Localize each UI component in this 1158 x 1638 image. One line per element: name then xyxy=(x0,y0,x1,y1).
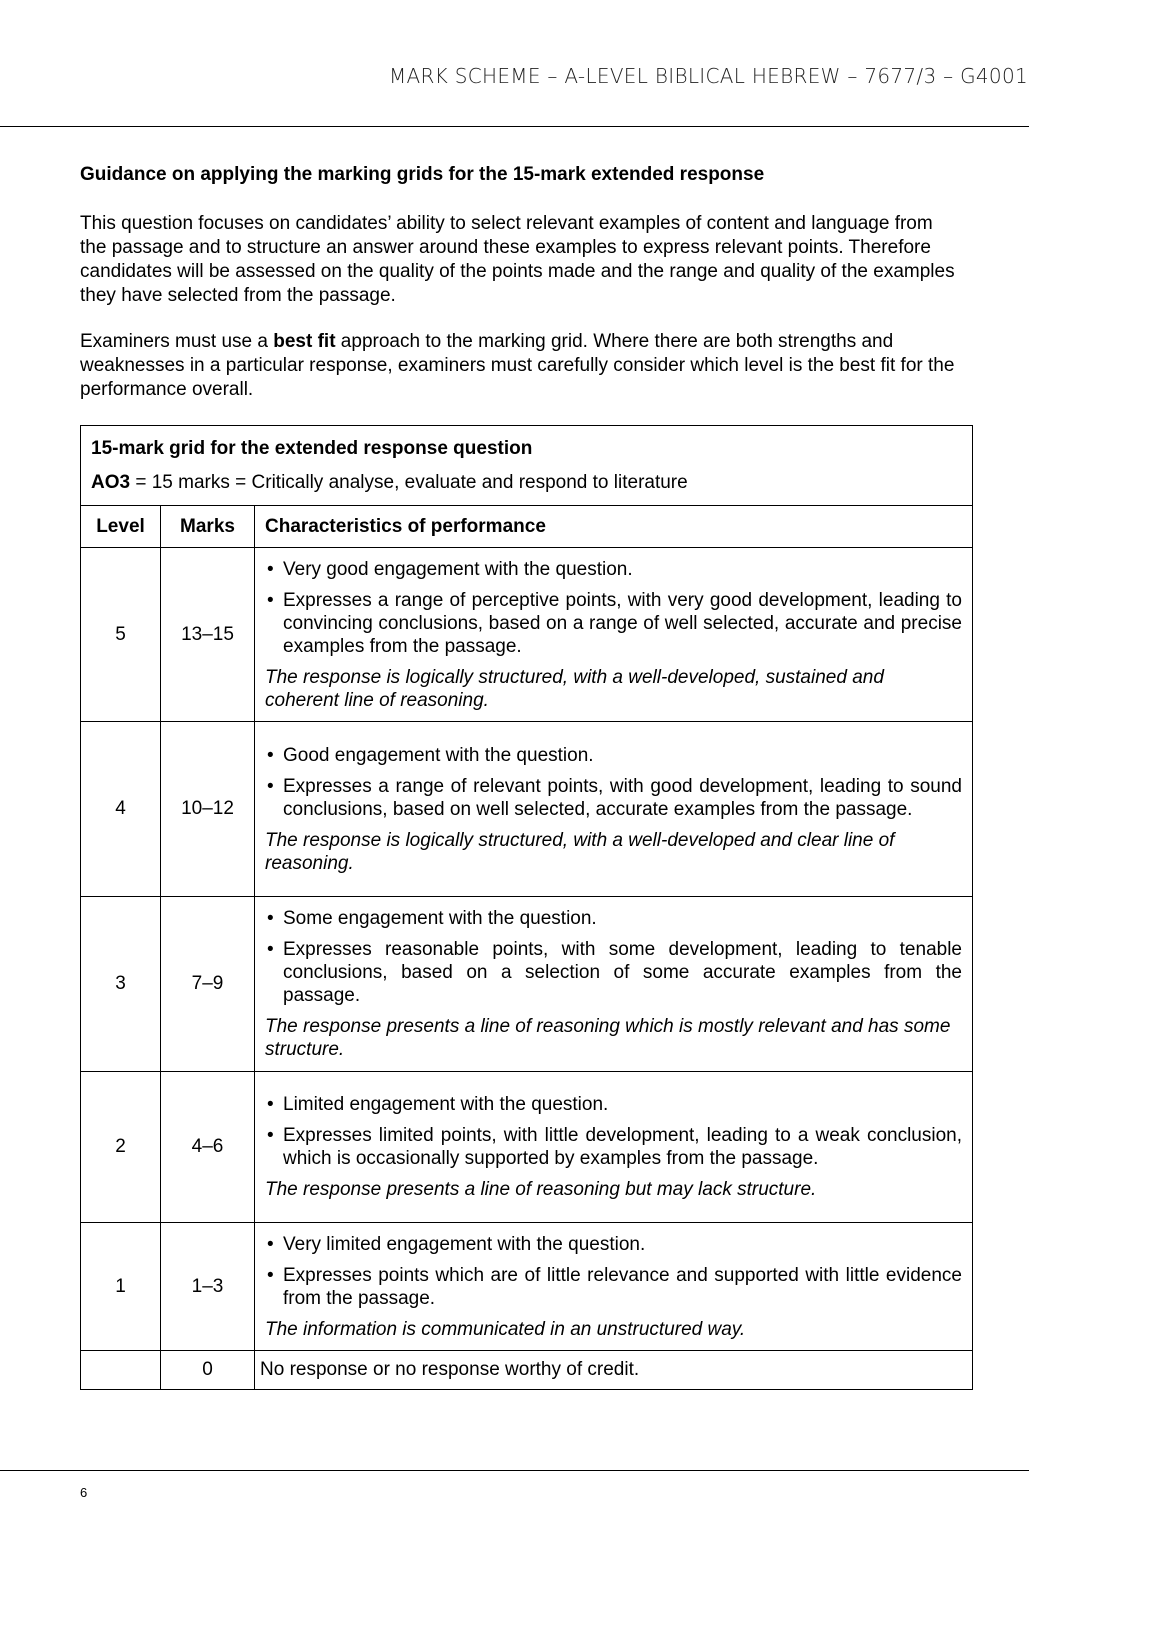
ao3-line: AO3 = 15 marks = Critically analyse, evaluate and respond to literature xyxy=(91,471,688,493)
characteristics-cell xyxy=(255,1072,973,1223)
characteristics-cell: No response or no response worthy of credit. xyxy=(255,1351,973,1390)
marks-cell: 4–6 xyxy=(161,1072,255,1223)
characteristics-cell xyxy=(255,722,973,897)
bullet-points: • Expresses a range of relevant points, with good development, leading to sound conclusions, based on well selected, accurate examples from the passage. xyxy=(265,775,962,821)
footer-rule xyxy=(0,1470,1029,1471)
best-fit-paragraph: Examiners must use a best fit approach to the marking grid. Where there are both strengths and weaknesses in a particular response, examiners must carefully consider which level is the best fit for the performance overall. xyxy=(80,331,955,400)
marks-cell: 10–12 xyxy=(161,722,255,897)
level-cell: 5 xyxy=(81,548,161,722)
table-row xyxy=(81,722,973,897)
bullet-engagement: • Good engagement with the question. xyxy=(265,744,962,767)
page-number: 6 xyxy=(80,1485,88,1500)
table-row xyxy=(81,897,973,1072)
section-heading: Guidance on applying the marking grids for the 15-mark extended response xyxy=(80,164,765,185)
characteristics-cell xyxy=(255,548,973,722)
page-header: MARK SCHEME – A-LEVEL BIBLICAL HEBREW – 7677/3 – G4001 xyxy=(388,64,1028,88)
structure-note: The response presents a line of reasoning which is mostly relevant and has some structure. xyxy=(265,1016,951,1060)
col-characteristics: Characteristics of performance xyxy=(255,506,973,548)
level-cell: 3 xyxy=(81,897,161,1072)
marks-cell: 7–9 xyxy=(161,897,255,1072)
structure-note: The response is logically structured, with a well-developed and clear line of reasoning. xyxy=(265,829,895,874)
characteristics-cell xyxy=(255,897,973,1072)
table-row-zero xyxy=(81,1351,973,1390)
col-marks: Marks xyxy=(161,506,255,548)
bullet-points: • Expresses reasonable points, with some development, leading to tenable conclusions, based on a selection of some accurate examples from the passage. xyxy=(265,938,962,1007)
marking-grid-table xyxy=(80,425,973,1390)
col-level: Level xyxy=(81,506,161,548)
structure-note: The information is communicated in an unstructured way. xyxy=(265,1318,746,1340)
table-row xyxy=(81,1223,973,1351)
bullet-engagement: • Very limited engagement with the question. xyxy=(265,1233,962,1256)
header-rule xyxy=(0,126,1029,127)
marks-cell: 1–3 xyxy=(161,1223,255,1351)
level-cell: 4 xyxy=(81,722,161,897)
grid-title: 15-mark grid for the extended response question xyxy=(91,437,533,459)
bullet-points: • Expresses limited points, with little development, leading to a weak conclusion, which is occasionally supported by examples from the passage. xyxy=(265,1124,962,1170)
grid-title-cell xyxy=(81,426,973,506)
bullet-engagement: • Some engagement with the question. xyxy=(265,907,962,930)
bullet-points: • Expresses points which are of little relevance and supported with little evidence from the passage. xyxy=(265,1264,962,1310)
level-cell: 1 xyxy=(81,1223,161,1351)
bullet-engagement: • Limited engagement with the question. xyxy=(265,1093,962,1116)
bullet-points: • Expresses a range of perceptive points, with very good development, leading to convincing conclusions, based on a range of well selected, accurate and precise examples from the passage. xyxy=(265,589,962,658)
column-headers xyxy=(81,506,973,548)
table-row xyxy=(81,548,973,722)
table-row xyxy=(81,1072,973,1223)
intro-paragraph: This question focuses on candidates’ ability to select relevant examples of content and language from the passage and to structure an answer around these examples to express relevant points. Therefore candidates will be assessed on the quality of the points made and the range and quality of the examples they have selected from the passage. xyxy=(80,213,955,306)
characteristics-cell xyxy=(255,1223,973,1351)
bullet-engagement: • Very good engagement with the question. xyxy=(265,558,962,581)
marks-cell: 0 xyxy=(161,1351,255,1390)
structure-note: The response is logically structured, with a well-developed, sustained and coherent line of reasoning. xyxy=(265,666,884,711)
structure-note: The response presents a line of reasoning but may lack structure. xyxy=(265,1179,817,1200)
marks-cell: 13–15 xyxy=(161,548,255,722)
level-cell: 2 xyxy=(81,1072,161,1223)
